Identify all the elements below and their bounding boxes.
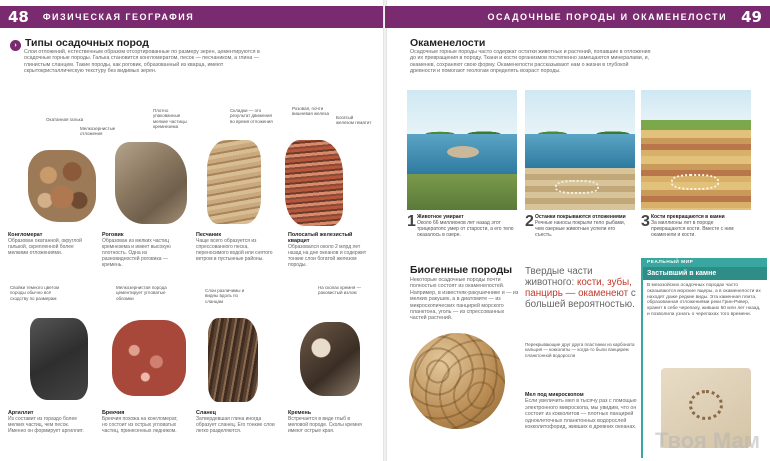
fossil-step-1: 1 Животное умирает Около 66 миллионов лет назад этот трицератопс умер от старости, а его тело оказалось в озере. [407,213,514,238]
label-angular-fragments: Мелкозернистая порода цементирует угловатые обломки [116,285,167,301]
microscope-text: Если увеличить мел в тысячу раз с помощью электронного микроскопа, мы увидим, что он состоит из кокколитов — плотных панцирей одноклеточных планктонных водорослей кокколитофорид, живших в древних океанах. [525,398,637,431]
left-header-title: ФИЗИЧЕСКАЯ ГЕОГРАФИЯ [42,12,195,22]
caption-sandstone: Песчаник Чаще всего образуется из спрессованного песка, переносимого водой или снятого ветром в пустынные районы. [196,232,273,262]
section-title-fossils: Окаменелости [410,37,486,49]
caption-banded-iron: Полосатый железистый кварцит Образовался около 2 млрд лет назад на дне океанов и содержит тонкие слои богатой железом породы. [288,232,367,268]
coccolith-sphere-image [409,333,505,429]
fossil-step-2: 2 Останки покрываются отложениями Речные наносы покрыли тело рыбами, чем озерные животные успели его съесть. [525,213,626,238]
label-pink-iron: Розовая, почти вишневая железа [292,106,329,117]
section-title-sedimentary-types: › Типы осадочных пород [10,37,149,51]
caption-chert: Роговик Образован из мелких частиц кремнезема и имеет высокую плотность. Одна из разновидностей роговика — кремень. [102,232,171,268]
sandstone-rock-image [207,140,261,224]
shale-rock-image [208,318,258,402]
caption-flint: Кремень Встречается в виде глыб в меловой породе. Сколы кремня имеют острые края. [288,410,362,434]
label-silica-particles: Плотно упакованные мелкие частицы кремнезема [153,108,187,130]
right-page-header [385,6,770,28]
flint-rock-image [300,322,360,396]
label-conchoidal: На сколах кремня — раковистый излом [318,285,362,296]
intro-paragraph: Слои отложений, естественным образом отсортированные по размеру зерен, цементируются в осадочные горные породы. Галька становится конгломератом, песок — песчаником, а глина — глинистым сланцем. Такие породы, как роговик, образованный из кварца, имеют скрытокристаллическую текстуру без видимых зерен. [24,49,260,75]
label-hematite: Богатый железом гематит [336,115,372,126]
caption-breccia: Брекчия Брекчия похожа на конгломерат, но состоит из острых угловатых частиц, принесенных ледником. [102,410,178,434]
real-world-tag: РЕАЛЬНЫЙ МИР [643,258,767,267]
microscope-block [525,392,637,430]
coccolith-label: Перекрывающие друг друга пластинки из карбоната кальция — кокколиты — когда-то были панцирем планктонной водоросли [525,342,635,358]
chert-rock-image [115,142,187,224]
left-page-header [0,6,385,28]
caption-mudstone: Аргиллит Из составит из гораздо более мелких частиц, чем песок. Именно он формирует аргиллит. [8,410,84,434]
real-world-text: В мезозойских осадочных породах часто оказываются морские ящеры, а в окаменелости их находят даже редкие виды. Эта каменная плита, образованная отложениями реки Грин-Ривер, хранит в себе черепаху, живших 50 млн лет назад, и позволила узнать о черепахах того времени. [647,283,761,317]
label-folds: Складки — это результат движения во время отложения [230,108,273,124]
fossil-step-3: 3 Кости превращаются в камни За миллионы лет в породе превращаются кости. Вместе с ним окаменели и кости. [641,213,734,238]
chevron-right-icon: › [10,40,21,51]
caption-shale: Сланец Затвердевшая глина иногда образует сланец. Его тонкие слои легко разделяются. [196,410,275,434]
label-rounded-pebbles: Окатанная галька [46,117,84,122]
right-page-number: 49 [741,8,762,26]
fossils-intro-paragraph: Осадочные горные породы часто содержат остатки животных и растений, попавшие в отложения до их превращения в породу. Ткани и кости организмов постепенно замещаются минералами, и, окаменев, сохраняют свою форму. Окаменелости рассказывают нам о жизни в глубокой древности и помогают геологам определять возраст породы. [410,49,651,75]
microscope-title: Мел под микроскопом [525,392,584,398]
breccia-rock-image [112,320,186,396]
caption-conglomerate: Конгломерат Образован окатанной, округлой галькой, скрепленной более мелкими отложениями. [8,232,82,256]
fossil-scene-2 [525,90,635,210]
left-page-number: 48 [8,8,29,26]
biogenic-paragraph: Некоторые осадочные породы почти полностью состоят из окаменелостей. Например, в известняк-ракушечнике и — из мелких ракушек, а в диатомите — из микроскопических панцирей морского планктона, уголь — из спрессованных частей растений. [410,277,519,322]
right-page [385,0,770,461]
watermark: Твоя Мам [654,428,760,453]
right-header-title: ОСАДОЧНЫЕ ПОРОДЫ И ОКАМЕНЕЛОСТИ [487,12,728,22]
label-layers: Слои различимы и видны вдоль по сланцам [205,288,245,304]
mudstone-rock-image [30,318,88,400]
conglomerate-rock-image [28,150,96,222]
fossil-scene-3 [641,90,751,210]
pull-quote: Твердые части животного: кости, зубы, панцирь — окаменеют с большей вероятностью. [525,266,636,310]
label-fine-sediment: Мелкозернистые отложения [80,126,116,137]
section-title-biogenic: Биогенные породы [410,264,513,276]
fossil-scene-1 [407,90,517,210]
real-world-title: Застывший в камне [643,267,767,280]
label-dark-rock: Свойки темного цветом породы обычно всё сходству по размерам [10,285,60,301]
banded-iron-rock-image [285,140,343,226]
